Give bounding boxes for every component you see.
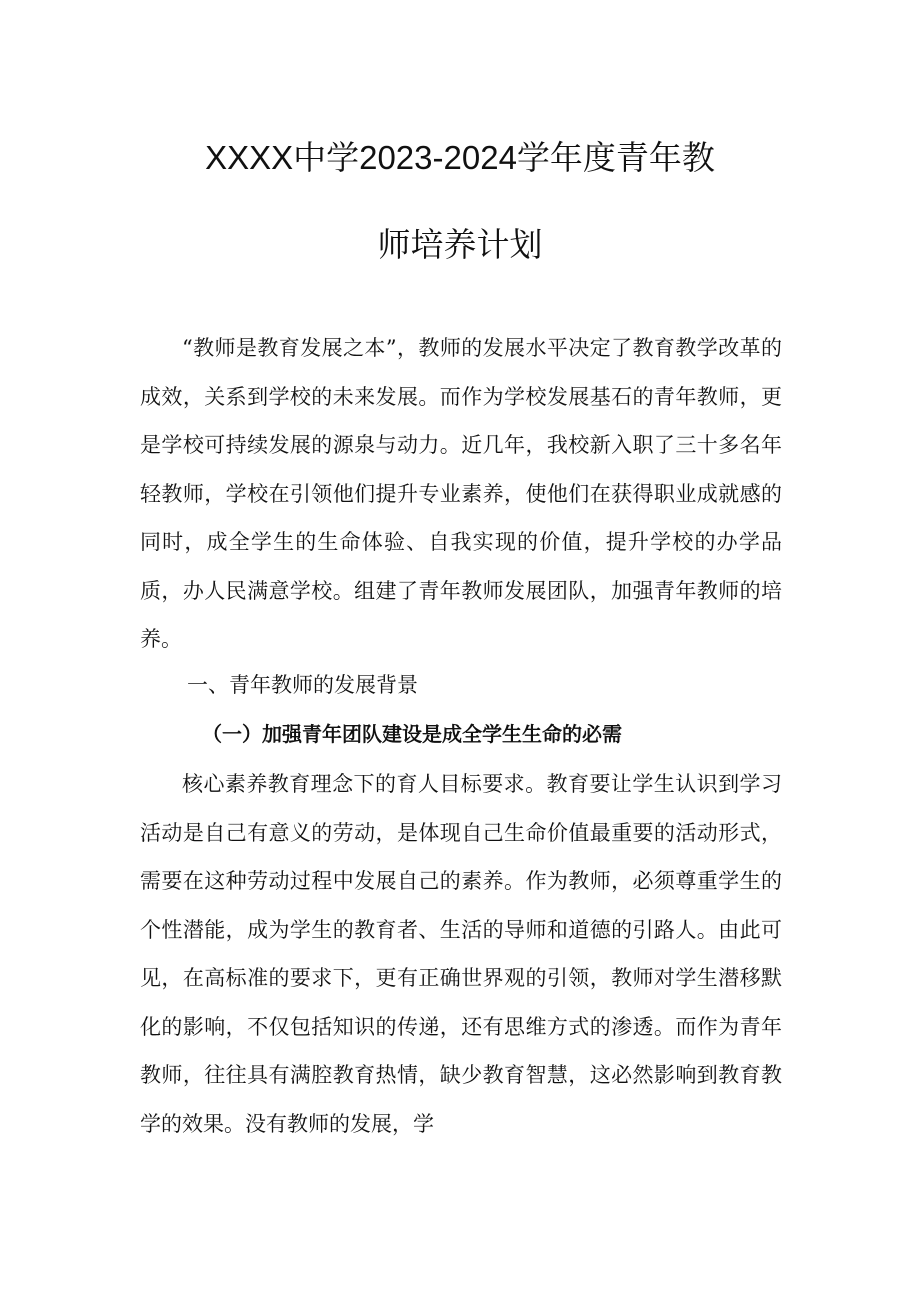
subsection-heading: （一）加强青年团队建设是成全学生生命的必需 bbox=[202, 722, 622, 746]
section-heading: 一、青年教师的发展背景 bbox=[187, 674, 418, 697]
document-title-line1: XXXX中学2023-2024学年度青年教 bbox=[205, 139, 715, 176]
intro-paragraph: “教师是教育发展之本”，教师的发展水平决定了教育教学改革的成效，关系到学校的未来发展。而作为学校发展基石的青年教师，更是学校可持续发展的源泉与动力。近几年，我校新入职了三十多名年轻教师，学校在引领他们提升专业素养，使他们在获得职业成就感的同时，成全学生的生命体验、自我实现的价值，提升学校的办学品质，办人民满意学校。组建了青年教师发展团队，加强青年教师的培养。 bbox=[140, 336, 782, 651]
body-paragraph: 核心素养教育理念下的育人目标要求。教育要让学生认识到学习活动是自己有意义的劳动，是体现自己生命价值最重要的活动形式，需要在这种劳动过程中发展自己的素养。作为教师，必须尊重学生的个性潜能，成为学生的教育者、生活的导师和道德的引路人。由此可见，在高标准的要求下，更有正确世界观的引领，教师对学生潜移默化的影响，不仅包括知识的传递，还有思维方式的渗透。而作为青年教师，往往具有满腔教育热情，缺少教育智慧，这必然影响到教育教学的效果。没有教师的发展，学 bbox=[140, 772, 782, 1136]
document-title-line2: 师培养计划 bbox=[377, 226, 543, 263]
